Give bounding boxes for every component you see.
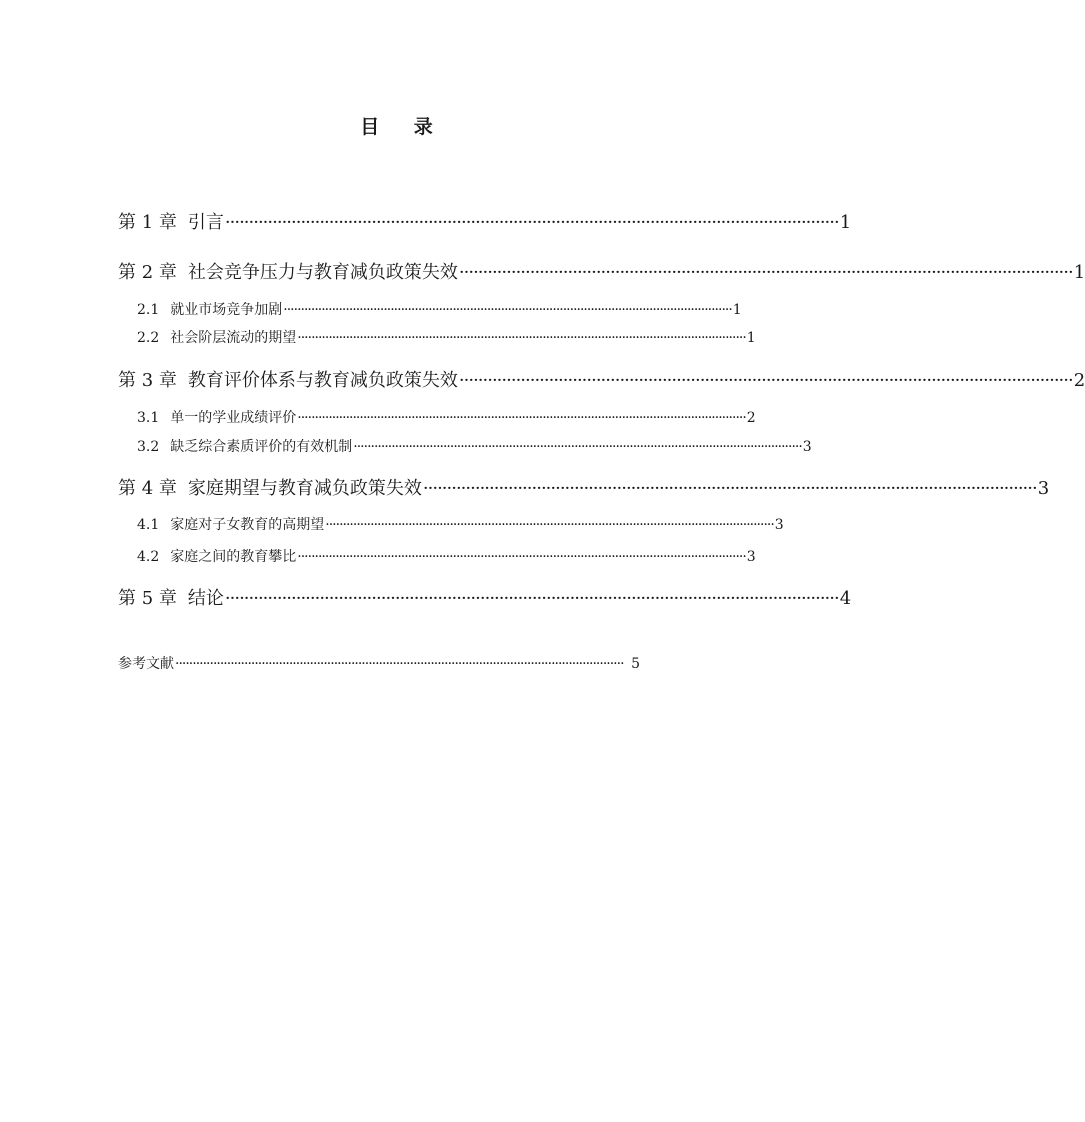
toc-entry-chapter-5[interactable] xyxy=(118,584,852,610)
section-number: 3.2 xyxy=(137,439,160,455)
chapter-number: 第 4 章 xyxy=(118,478,177,499)
page-number: 1 xyxy=(839,212,852,233)
section-number: 2.2 xyxy=(137,330,160,346)
dot-leader: ·································································································································· xyxy=(422,478,1037,499)
toc-entry-section-2-1[interactable] xyxy=(137,299,742,319)
chapter-number: 第 1 章 xyxy=(118,212,177,233)
chapter-number: 第 2 章 xyxy=(118,262,177,283)
toc-entry-references[interactable] xyxy=(118,653,640,673)
page-number: 3 xyxy=(1037,478,1050,499)
page-number: 4 xyxy=(839,588,852,609)
section-title: 家庭之间的教育攀比 xyxy=(170,549,297,565)
toc-entry-chapter-2[interactable] xyxy=(118,258,1085,284)
chapter-number: 第 5 章 xyxy=(118,588,177,609)
page-number: 1 xyxy=(732,302,742,318)
page-number: 5 xyxy=(631,656,640,672)
dot-leader: ·································································································································· xyxy=(325,517,774,533)
toc-entry-section-4-1[interactable] xyxy=(137,514,784,534)
references-title: 参考文献 xyxy=(118,656,174,672)
toc-entry-chapter-3[interactable] xyxy=(118,366,1085,392)
page-number: 2 xyxy=(746,410,756,426)
section-title: 就业市场竞争加剧 xyxy=(170,302,283,318)
section-title: 家庭对子女教育的高期望 xyxy=(170,517,325,533)
dot-leader: ·································································································································· xyxy=(224,212,839,233)
section-title: 缺乏综合素质评价的有效机制 xyxy=(170,439,353,455)
page-number: 3 xyxy=(746,549,756,565)
page-number: 2 xyxy=(1073,370,1085,391)
dot-leader: ·································································································································· xyxy=(224,588,839,609)
dot-leader: ·································································································································· xyxy=(297,549,746,565)
dot-leader: ·································································································································· xyxy=(175,656,624,672)
chapter-title: 社会竞争压力与教育减负政策失效 xyxy=(187,262,458,283)
toc-entry-chapter-4[interactable] xyxy=(118,474,1050,500)
chapter-title: 引言 xyxy=(187,212,224,233)
chapter-title: 家庭期望与教育减负政策失效 xyxy=(187,478,422,499)
chapter-number: 第 3 章 xyxy=(118,370,177,391)
chapter-title: 结论 xyxy=(187,588,224,609)
dot-leader: ·································································································································· xyxy=(297,330,746,346)
section-title: 单一的学业成绩评价 xyxy=(170,410,297,426)
toc-entry-section-4-2[interactable] xyxy=(137,546,756,566)
page-number: 1 xyxy=(746,330,756,346)
section-number: 3.1 xyxy=(137,410,160,426)
toc-entry-section-3-2[interactable] xyxy=(137,436,812,456)
dot-leader: ·································································································································· xyxy=(353,439,802,455)
dot-leader: ·································································································································· xyxy=(458,262,1073,283)
toc-entry-chapter-1[interactable] xyxy=(118,208,852,234)
dot-leader: ·································································································································· xyxy=(297,410,746,426)
toc-entry-section-3-1[interactable] xyxy=(137,407,756,427)
chapter-title: 教育评价体系与教育减负政策失效 xyxy=(187,370,458,391)
toc-title: 目 录 xyxy=(360,116,447,138)
page-number: 3 xyxy=(802,439,812,455)
toc-entry-section-2-2[interactable] xyxy=(137,327,756,347)
section-title: 社会阶层流动的期望 xyxy=(170,330,297,346)
section-number: 2.1 xyxy=(137,302,160,318)
page-number: 1 xyxy=(1073,262,1085,283)
dot-leader: ·································································································································· xyxy=(458,370,1073,391)
section-number: 4.1 xyxy=(137,517,160,533)
section-number: 4.2 xyxy=(137,549,160,565)
page-number: 3 xyxy=(774,517,784,533)
dot-leader: ·································································································································· xyxy=(283,302,732,318)
